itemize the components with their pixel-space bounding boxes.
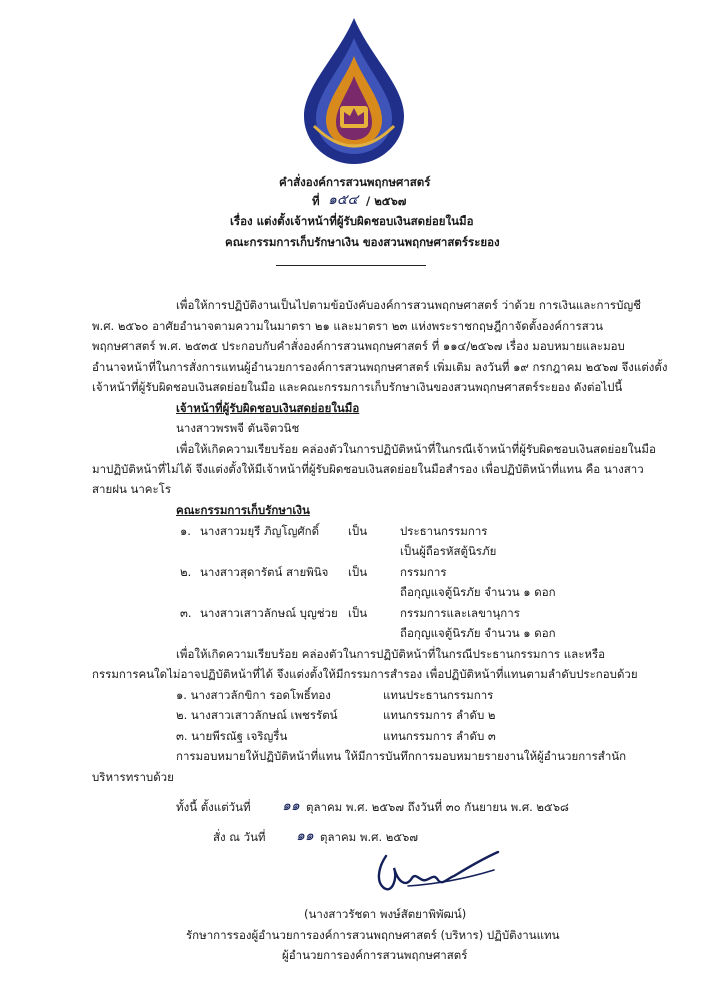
delegation-line: การมอบหมายให้ปฏิบัติหน้าที่แทน ให้มีการบันทึกการมอบหมายรายงานให้ผู้อำนวยการสำนัก <box>176 749 627 763</box>
backup-line: เพื่อให้เกิดความเรียบร้อย คล่องตัวในการปฏิบัติหน้าที่ในกรณีเจ้าหน้าที่ผู้รับผิดชอบเงินสดย่อยในมือ <box>176 442 656 456</box>
reserve-member-name: ๒. นางสาวเสาวลักษณ์ เพชรรัตน์ <box>176 708 338 722</box>
handwritten-signature <box>368 848 508 898</box>
effective-range: ตุลาคม พ.ศ. ๒๕๖๗ ถึงวันที่ ๓๐ กันยายน พ.ศ. ๒๕๖๘ <box>306 800 569 814</box>
reserve-member-role: แทนกรรมการ ลำดับ ๒ <box>383 708 496 722</box>
subject-line-2: คณะกรรมการเก็บรักษาเงิน ของสวนพฤกษศาสตร์ระยอง <box>225 235 500 249</box>
reserve-member-name: ๑. นางสาวลักขิกา รอดโพธิ์ทอง <box>176 688 331 702</box>
order-number-year: / ๒๕๖๗ <box>366 194 407 208</box>
committee-member-name: นางสาวมยุรี ภิญโญศักดิ์ <box>200 524 320 538</box>
reserve-member-name: ๓. นายพีรณัฐ เจริญรื่น <box>176 729 288 743</box>
order-title: คำสั่งองค์การสวนพฤกษศาสตร์ <box>279 175 431 189</box>
committee-member-name: นางสาวเสาวลักษณ์ บุญช่วย <box>200 606 338 620</box>
order-number-value: ๑๕๔ <box>328 192 359 208</box>
cashier-name: นางสาวพรพจี ตันจิตวนิช <box>176 421 300 435</box>
order-number-prefix: ที่ <box>312 194 320 208</box>
committee-member-note: ถือกุญแจตู้นิรภัย จำนวน ๑ ดอก <box>400 585 556 599</box>
effective-label: ทั้งนี้ ตั้งแต่วันที่ <box>176 800 251 814</box>
committee-member-note: ถือกุญแจตู้นิรภัย จำนวน ๑ ดอก <box>400 626 556 640</box>
effective-day: ๑๑ <box>282 798 300 814</box>
committee-member-no: ๑. <box>180 524 191 538</box>
reserve-line: กรรมการคนใดไม่อาจปฏิบัติหน้าที่ได้ จึงแต่งตั้งให้มีกรรมการสำรอง เพื่อปฏิบัติหน้าที่แทนตามลำดับประกอบด้วย <box>92 667 638 681</box>
reserve-member-role: แทนประธานกรรมการ <box>383 688 494 702</box>
divider <box>276 265 426 266</box>
committee-member-note: เป็นผู้ถือรหัสตู้นิรภัย <box>400 544 497 558</box>
subject-line-1: เรื่อง แต่งตั้งเจ้าหน้าที่ผู้รับผิดชอบเงินสดย่อยในมือ <box>230 214 474 228</box>
committee-member-as: เป็น <box>348 565 368 579</box>
committee-member-name: นางสาวสุดารัตน์ สายพินิจ <box>200 565 329 579</box>
ordered-date: ตุลาคม พ.ศ. ๒๕๖๗ <box>320 830 418 844</box>
signatory-name: (นางสาวรัชดา พงษ์สัตยาพิพัฒน์) <box>304 907 467 921</box>
committee-member-no: ๒. <box>180 565 192 579</box>
intro-line: พฤกษศาสตร์ พ.ศ. ๒๕๓๕ ประกอบกับคำสั่งองค์การสวนพฤกษศาสตร์ ที่ ๑๑๔/๒๕๖๗ เรื่อง มอบหมายและมอบ <box>92 339 625 353</box>
intro-line: เจ้าหน้าที่ผู้รับผิดชอบเงินสดย่อยในมือ และคณะกรรมการเก็บรักษาเงินของสวนพฤกษศาสตร์ระยอง ดังต่อไปนี้ <box>92 380 623 394</box>
cashier-heading: เจ้าหน้าที่ผู้รับผิดชอบเงินสดย่อยในมือ <box>176 401 360 415</box>
committee-heading: คณะกรรมการเก็บรักษาเงิน <box>176 503 310 517</box>
committee-member-as: เป็น <box>348 606 368 620</box>
intro-line: อำนาจหน้าที่ในการสั่งการแทนผู้อำนวยการองค์การสวนพฤกษศาสตร์ เพิ่มเติม ลงวันที่ ๑๙ กรกฎาคม ๒๕๖๗ จึงแต่งตั้ง <box>92 360 668 374</box>
signatory-position: รักษาการรองผู้อำนวยการองค์การสวนพฤกษศาสตร์ (บริหาร) ปฏิบัติงานแทน <box>186 928 560 942</box>
committee-member-as: เป็น <box>348 524 368 538</box>
ordered-label: สั่ง ณ วันที่ <box>213 830 266 844</box>
committee-member-no: ๓. <box>180 606 192 620</box>
backup-line: สายฝน นาคะโร <box>92 482 172 496</box>
backup-line: มาปฏิบัติหน้าที่ไม่ได้ จึงแต่งตั้งให้มีเจ้าหน้าที่ผู้รับผิดชอบเงินสดย่อยในมือสำรอง เพื่อปฏิบัติหน้าที่แทน คือ นางสาว <box>92 462 644 476</box>
ordered-day: ๑๑ <box>296 828 314 844</box>
reserve-line: เพื่อให้เกิดความเรียบร้อย คล่องตัวในการปฏิบัติหน้าที่ในกรณีประธานกรรมการ และหรือ <box>176 647 606 661</box>
signatory-position: ผู้อำนวยการองค์การสวนพฤกษศาสตร์ <box>282 948 468 962</box>
intro-line: เพื่อให้การปฏิบัติงานเป็นไปตามข้อบังคับองค์การสวนพฤกษศาสตร์ ว่าด้วย การเงินและการบัญชี <box>176 298 641 312</box>
delegation-line: บริหารทราบด้วย <box>92 770 174 784</box>
committee-member-role: กรรมการและเลขานุการ <box>400 606 520 620</box>
committee-member-role: ประธานกรรมการ <box>400 524 488 538</box>
committee-member-role: กรรมการ <box>400 565 447 579</box>
reserve-member-role: แทนกรรมการ ลำดับ ๓ <box>383 729 496 743</box>
intro-line: พ.ศ. ๒๕๖๐ อาศัยอำนาจตามความในมาตรา ๒๑ และมาตรา ๒๓ แห่งพระราชกฤษฎีกาจัดตั้งองค์การสวน <box>92 319 604 333</box>
organization-logo <box>300 16 408 166</box>
